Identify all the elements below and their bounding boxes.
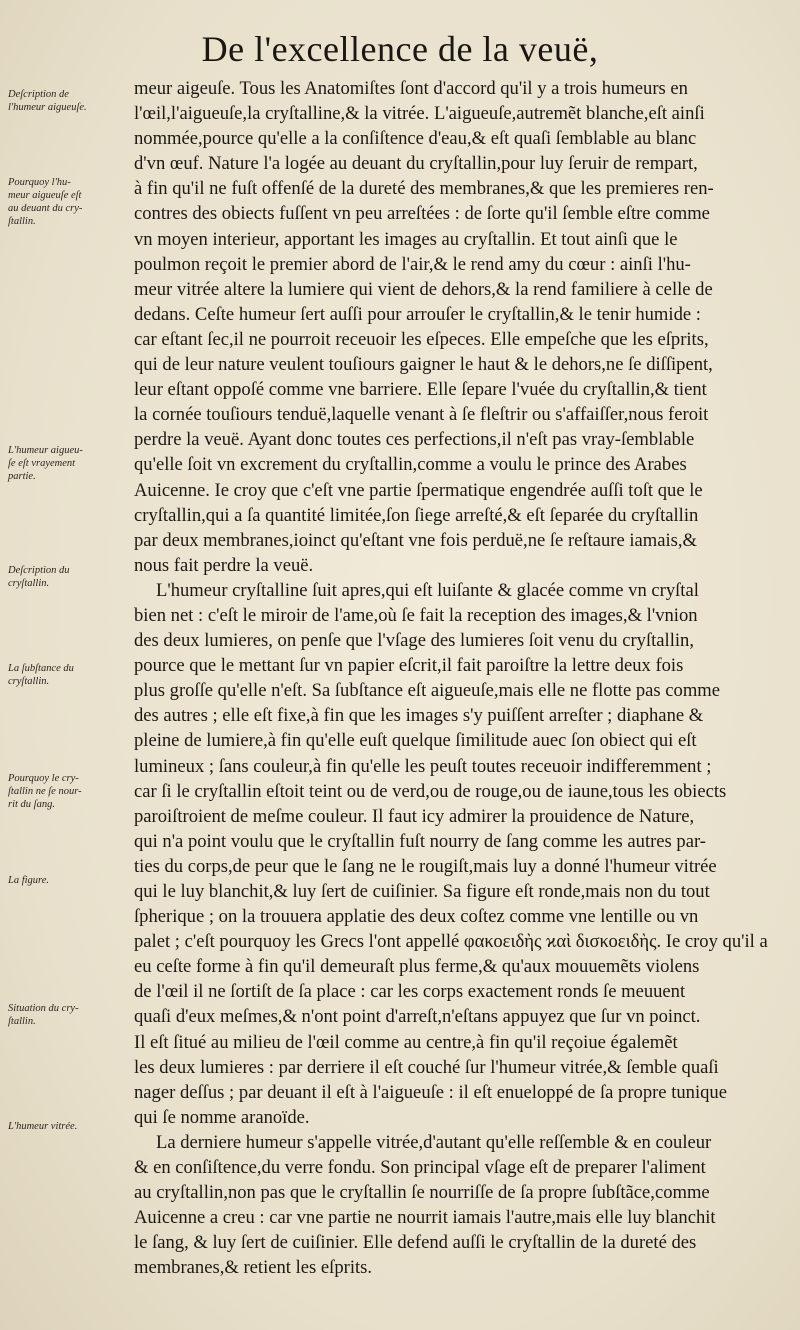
text-line: & en conſiſtence,du verre fondu. Son principal vſage eſt de preparer l'aliment <box>134 1157 706 1179</box>
margin-note-shape <box>8 874 122 887</box>
margin-note-line: Deſcription de <box>8 89 69 100</box>
margin-note-line: ſtallin. <box>8 216 36 227</box>
text-line: plus groſſe qu'elle n'eſt. Sa ſubſtance eſt aigueuſe,mais elle ne flotte pas comme <box>134 680 721 702</box>
text-line: bien net : c'eſt le miroir de l'ame,où ſe fait la reception des images,& l'vnion <box>134 604 698 626</box>
margin-note-aqueous-description <box>8 88 122 114</box>
margin-note-line: ſtallin. <box>8 1016 36 1027</box>
margin-note-line: Pourquoy l'hu- <box>8 177 71 188</box>
text-line: nager deſſus ; par deuant il eſt à l'aigueuſe : il eſt enueloppé de ſa propre tunique <box>134 1081 727 1103</box>
margin-note-line: Pourquoy le cry- <box>8 773 79 784</box>
margin-note-line: cryſtallin. <box>8 578 50 589</box>
text-line: vn moyen interieur, apportant les images au cryſtallin. Et tout ainſi que le <box>134 228 678 250</box>
text-line: qui de leur nature veulent touſiours gaigner le haut & le dehors,ne ſe diſſipent, <box>134 354 713 376</box>
text-line: Auicenne a creu : car vne partie ne nourrit iamais l'autre,mais elle luy blanchit <box>134 1207 716 1229</box>
margin-note-line: au deuant du cry- <box>8 203 83 214</box>
margin-note-line: cryſtallin. <box>8 676 50 687</box>
margin-note-line: l'humeur aigueuſe. <box>8 102 87 113</box>
text-line: car ſi le cryſtallin eſtoit teint ou de verd,ou de rouge,ou de iaune,tous les obiects <box>134 780 727 802</box>
margin-note-crystalline-situation <box>8 1002 122 1028</box>
text-line: palet ; c'eſt pourquoy les Grecs l'ont appellé φακοειδὴς ϰαὶ δισκοειδὴς. Ie croy qu'il a <box>134 931 768 953</box>
text-line: nous fait perdre la veuë. <box>134 554 314 576</box>
text-line: d'vn œuf. Nature l'a logée au deuant du cryſtallin,pour luy ſeruir de rempart, <box>134 153 698 175</box>
margin-note-line: ſe eſt vrayement <box>8 458 76 469</box>
text-line: lumineux ; ſans couleur,à fin qu'elle les peuſt toutes receuoir indifferemment ; <box>134 755 712 777</box>
main-text <box>134 76 794 1281</box>
text-line: L'humeur cryſtalline ſuit apres,qui eſt luiſante & glacée comme vn cryſtal <box>156 579 699 601</box>
text-line: eu ceſte forme à fin qu'il demeuraſt plus ferme,& qu'aux mouuemẽts violens <box>134 956 700 978</box>
margin-note-vitreous-humor <box>8 1120 122 1133</box>
margin-notes <box>0 0 122 1330</box>
text-line: au cryſtallin,non pas que le cryſtallin ſe nourriſſe de ſa propre ſubſtãce,comme <box>134 1182 710 1204</box>
margin-note-aqueous-part <box>8 444 122 483</box>
text-line: ſpherique ; on la trouuera applatie des deux coſtez comme vne lentille ou vn <box>134 906 699 928</box>
margin-note-line: meur aigueuſe eſt <box>8 190 82 201</box>
margin-note-line: Situation du cry- <box>8 1003 79 1014</box>
text-line: leur eſtant oppoſé comme vne barriere. Elle ſepare l'vuée du cryſtallin,& tient <box>134 379 707 401</box>
text-line: perdre la veuë. Ayant donc toutes ces perfections,il n'eſt pas vray-ſemblable <box>134 429 695 451</box>
margin-note-crystalline-description <box>8 564 122 590</box>
text-line: car eſtant ſec,il ne pourroit receuoir les eſpeces. Elle empeſche que les eſprits, <box>134 328 709 350</box>
text-line: la cornée touſiours tenduë,laquelle venant à ſe fleſtrir ou s'affaiſſer,nous feroit <box>134 404 709 426</box>
text-line: quaſi d'eux meſmes,& n'ont point d'arreſt,n'eſtans appuyez que ſur vn poinct. <box>134 1006 701 1028</box>
text-line: des autres ; elle eſt fixe,à fin que les images s'y puiſſent arreſter ; diaphane & <box>134 705 704 727</box>
text-line: meur vitrée altere la lumiere qui vient de dehors,& la rend familiere à celle de <box>134 278 713 300</box>
running-head: De l'excellence de la veuë, <box>201 29 599 69</box>
text-line: qui le luy blanchit,& luy ſert de cuiſinier. Sa figure eſt ronde,mais non du tout <box>134 881 710 902</box>
text-line: Il eſt ſitué au milieu de l'œil comme au centre,à fin qu'il reçoiue égalemẽt <box>134 1031 678 1053</box>
text-line: meur aigeuſe. Tous les Anatomiſtes ſont d'accord qu'il y a trois humeurs en <box>134 78 688 99</box>
text-line: les deux lumieres : par derriere il eſt couché ſur l'humeur vitrée,& ſemble quaſi <box>134 1056 719 1078</box>
text-line: qu'elle ſoit vn excrement du cryſtallin,comme a voulu le prince des Arabes <box>134 454 687 476</box>
margin-note-line: ſtallin ne ſe nour- <box>8 786 82 797</box>
text-line: membranes,& retient les eſprits. <box>134 1257 373 1279</box>
margin-note-line: Deſcription du <box>8 565 70 576</box>
text-line: le ſang, & luy ſert de cuiſinier. Elle defend auſſi le cryſtallin de la dureté des <box>134 1232 697 1254</box>
margin-note-line: L'humeur vitrée. <box>8 1121 78 1132</box>
text-line: nommée,pource qu'elle a la conſiſtence d'eau,& eſt quaſi ſemblable au blanc <box>134 128 697 150</box>
text-line: des deux lumieres, on penſe que l'vſage des lumieres ſoit venu du cryſtallin, <box>134 630 694 652</box>
text-line: La derniere humeur s'appelle vitrée,d'autant qu'elle reſſemble & en couleur <box>156 1131 712 1153</box>
text-line: poulmon reçoit le premier abord de l'air,& le rend amy du cœur : ainſi l'hu- <box>134 253 691 275</box>
text-line: contres des obiects fuſſent vn peu arreſtées : de ſorte qu'il ſemble eſtre comme <box>134 203 710 225</box>
text-line: ties du corps,de peur que le ſang ne le rougiſt,mais luy a donné l'humeur vitrée <box>134 855 717 877</box>
margin-note-line: L'humeur aigueu- <box>8 445 83 456</box>
text-line: cryſtallin,qui a ſa quantité limitée,ſon ſiege arreſté,& eſt ſeparée du cryſtallin <box>134 504 699 526</box>
text-line: paroiſtroient de meſme couleur. Il faut icy admirer la prouidence de Nature, <box>134 805 695 827</box>
margin-note-crystalline-nourishment <box>8 772 122 811</box>
text-line: qui ſe nomme aranoïde. <box>134 1106 310 1128</box>
text-line: pleine de lumiere,à fin qu'elle euſt quelque ſimilitude auec ſon obiect qui eſt <box>134 730 697 752</box>
margin-note-line: rit du ſang. <box>8 799 55 810</box>
margin-note-crystalline-substance <box>8 662 122 688</box>
margin-note-line: partie. <box>8 471 36 482</box>
text-line: par deux membranes,ioinct qu'eſtant vne fois perduë,ne ſe reſtaure iamais,& <box>134 529 698 551</box>
text-line: Auicenne. Ie croy que c'eſt vne partie ſpermatique engendrée auſſi toſt que le <box>134 479 703 501</box>
text-line: pource que le mettant ſur vn papier eſcrit,il fait paroiſtre la lettre deux fois <box>134 655 684 677</box>
text-line: qui n'a point voulu que le cryſtallin fuſt nourry de ſang comme les autres par- <box>134 830 706 852</box>
text-line: l'œil,l'aigueuſe,la cryſtalline,& la vitrée. L'aigueuſe,autremẽt blanche,eſt ainſi <box>134 103 705 125</box>
text-line: dedans. Ceſte humeur ſert auſſi pour arrouſer le cryſtallin,& le tenir humide : <box>134 303 701 325</box>
text-line: à fin qu'il ne fuſt offenſé de la dureté des membranes,& que les premieres ren- <box>134 178 714 200</box>
margin-note-line: La ſubſtance du <box>8 663 74 674</box>
text-line: de l'œil il ne ſortiſt de ſa place : car les corps exactement ronds ſe meuuent <box>134 981 686 1003</box>
margin-note-line: La figure. <box>8 875 50 886</box>
margin-note-why-aqueous <box>8 176 122 228</box>
